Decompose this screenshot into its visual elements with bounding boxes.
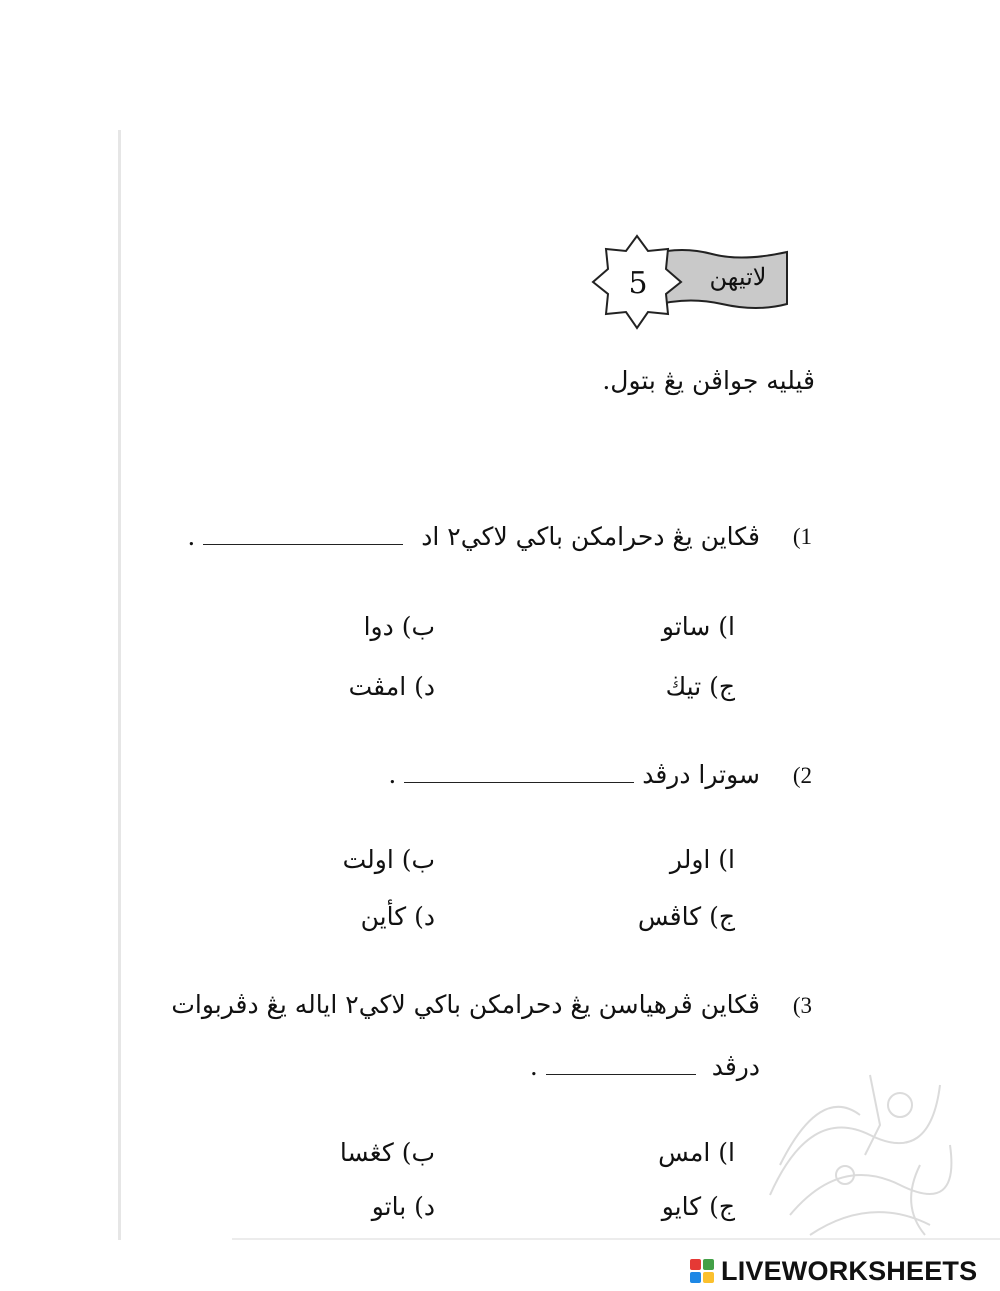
q3-option-c[interactable]: ج) كايو	[661, 1192, 735, 1221]
q3-option-b[interactable]: ب) كڠسا	[339, 1138, 435, 1167]
question-1-stem: ڤكاين يڠ دحرامكن باکي لاکي٢ اد	[421, 522, 760, 551]
question-1-blank[interactable]	[203, 543, 403, 545]
question-3-number: (3	[792, 993, 812, 1018]
calligraphy-watermark	[750, 1045, 960, 1245]
q2-option-d[interactable]: د) كأين	[360, 902, 435, 931]
q1-option-b[interactable]: ب) دوا	[363, 612, 435, 641]
q1-option-c[interactable]: ج) تيڬ	[665, 672, 735, 701]
exercise-number: 5	[628, 266, 648, 301]
question-1-number: (1	[792, 524, 812, 549]
question-2-text	[388, 760, 760, 789]
exercise-title: لاتيهن	[709, 263, 767, 291]
question-2-blank[interactable]	[404, 781, 634, 783]
question-1-period: .	[187, 522, 196, 551]
question-2-period: .	[388, 760, 397, 789]
question-2-stem: سوترا درڤد	[642, 760, 760, 789]
question-3-period: .	[529, 1052, 538, 1081]
q1-option-d[interactable]: د) امڤت	[348, 672, 435, 701]
q2-option-b[interactable]: ب) اولت	[342, 845, 435, 874]
q2-option-a[interactable]: ا) اولر	[669, 845, 735, 874]
question-3-text-line2	[530, 1052, 760, 1081]
q1-option-a[interactable]: ا) ساتو	[661, 612, 735, 641]
question-3-stem-end: درڤد	[711, 1052, 760, 1081]
instruction-text: ڤيليه جواڤن يڠ بتول.	[602, 366, 815, 395]
logo-text: LIVEWORKSHEETS	[721, 1256, 978, 1286]
page-left-edge	[118, 130, 121, 1240]
question-2-number: (2	[792, 763, 812, 788]
logo-tiles-icon	[690, 1259, 716, 1285]
question-1-text	[187, 522, 760, 551]
liveworksheets-logo[interactable]	[690, 1256, 977, 1287]
q3-option-a[interactable]: ا) امس	[658, 1138, 735, 1167]
question-3-text-line1: ڤكاين ڤرهياسن يڠ دحرامكن باکي لاکي٢ اياله يڠ دڤربوات	[171, 990, 760, 1019]
q2-option-c[interactable]: ج) كاڤس	[637, 902, 735, 931]
q3-option-d[interactable]: د) باتو	[371, 1192, 435, 1221]
question-3-blank[interactable]	[546, 1073, 696, 1075]
